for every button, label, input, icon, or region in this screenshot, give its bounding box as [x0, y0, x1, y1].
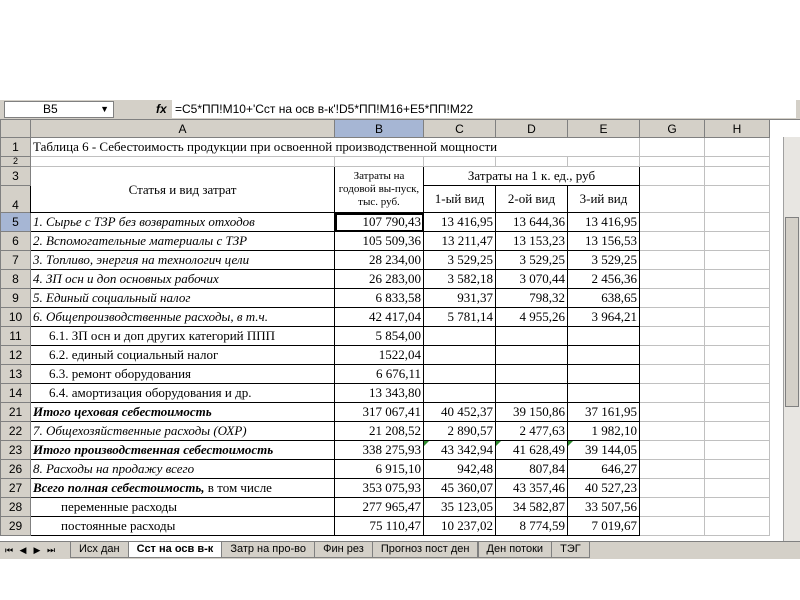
cell-label[interactable]: 2. Вспомогательные материалы с ТЗР: [31, 232, 335, 251]
cell[interactable]: 43 357,46: [496, 479, 568, 498]
cell[interactable]: [424, 384, 496, 403]
vertical-scrollbar[interactable]: [783, 137, 800, 558]
select-all-corner[interactable]: [1, 120, 31, 138]
row-header[interactable]: 7: [1, 251, 31, 270]
cell[interactable]: 45 360,07: [424, 479, 496, 498]
row-header[interactable]: 11: [1, 327, 31, 346]
row-header[interactable]: 1: [1, 138, 31, 157]
sheet-tab[interactable]: Затр на про-во: [221, 542, 315, 558]
cell[interactable]: [640, 157, 705, 167]
cell[interactable]: 42 417,04: [335, 308, 424, 327]
cell[interactable]: [568, 384, 640, 403]
cell[interactable]: 3 529,25: [496, 251, 568, 270]
cell[interactable]: 798,32: [496, 289, 568, 308]
cell[interactable]: 13 156,53: [568, 232, 640, 251]
name-box-value: B5: [43, 102, 58, 116]
cell[interactable]: 638,65: [568, 289, 640, 308]
first-sheet-icon[interactable]: ⏮: [4, 545, 14, 555]
cell[interactable]: 2 456,36: [568, 270, 640, 289]
table-row: [1, 384, 770, 403]
cell[interactable]: [705, 346, 770, 365]
cell[interactable]: [705, 460, 770, 479]
row-header[interactable]: 23: [1, 441, 31, 460]
tab-navigation: [2, 543, 68, 558]
table-row: [1, 498, 770, 517]
cell[interactable]: [640, 251, 705, 270]
cell[interactable]: 40 527,23: [568, 479, 640, 498]
row-header[interactable]: 26: [1, 460, 31, 479]
cell[interactable]: [640, 167, 705, 186]
cell[interactable]: 37 161,95: [568, 403, 640, 422]
cell[interactable]: [640, 346, 705, 365]
cell[interactable]: 13 343,80: [335, 384, 424, 403]
row-header[interactable]: 27: [1, 479, 31, 498]
header-article[interactable]: Статья и вид затрат: [31, 167, 335, 213]
cell[interactable]: 3 529,25: [568, 251, 640, 270]
row-header[interactable]: 5: [1, 213, 31, 232]
column-header-d[interactable]: D: [496, 120, 568, 138]
cell-label[interactable]: 5. Единый социальный налог: [31, 289, 335, 308]
name-box[interactable]: [4, 101, 114, 118]
row-header[interactable]: 28: [1, 498, 31, 517]
cell[interactable]: [640, 498, 705, 517]
cell[interactable]: [640, 422, 705, 441]
cell-label[interactable]: 6.3. ремонт оборудования: [31, 365, 335, 384]
cell-label[interactable]: 6. Общепроизводственные расходы, в т.ч.: [31, 308, 335, 327]
cell[interactable]: 807,84: [496, 460, 568, 479]
row-header[interactable]: 29: [1, 517, 31, 536]
cell-label[interactable]: 6.2. единый социальный налог: [31, 346, 335, 365]
cell[interactable]: 105 509,36: [335, 232, 424, 251]
cell[interactable]: 2 477,63: [496, 422, 568, 441]
prev-sheet-icon[interactable]: ◀: [19, 545, 27, 555]
row-header[interactable]: 6: [1, 232, 31, 251]
cell[interactable]: 10 237,02: [424, 517, 496, 536]
spreadsheet-window: [0, 100, 800, 558]
table-row: [1, 251, 770, 270]
cell-label[interactable]: 3. Топливо, энергия на технологич цели: [31, 251, 335, 270]
cell[interactable]: [705, 384, 770, 403]
cell[interactable]: 353 075,93: [335, 479, 424, 498]
cell-label[interactable]: 6.1. ЗП осн и доп других категорий ППП: [31, 327, 335, 346]
cell[interactable]: 8 774,59: [496, 517, 568, 536]
header-type-3[interactable]: 3-ий вид: [568, 186, 640, 213]
column-header-c[interactable]: C: [424, 120, 496, 138]
sheet-tab[interactable]: ТЭГ: [551, 542, 590, 558]
cell[interactable]: 13 153,23: [496, 232, 568, 251]
cell[interactable]: 75 110,47: [335, 517, 424, 536]
header-type-2[interactable]: 2-ой вид: [496, 186, 568, 213]
cell[interactable]: [496, 327, 568, 346]
cell[interactable]: [640, 365, 705, 384]
column-header-e[interactable]: E: [568, 120, 640, 138]
cell[interactable]: [424, 346, 496, 365]
cell[interactable]: [640, 441, 705, 460]
cell[interactable]: [640, 138, 705, 157]
cell[interactable]: 5 854,00: [335, 327, 424, 346]
cell-label[interactable]: 6.4. амортизация оборудования и др.: [31, 384, 335, 403]
row-header[interactable]: 2: [1, 157, 31, 167]
sheet-tab[interactable]: Ден потоки: [478, 542, 553, 558]
cell[interactable]: 6 915,10: [335, 460, 424, 479]
row-header[interactable]: 14: [1, 384, 31, 403]
cell[interactable]: [705, 479, 770, 498]
cell[interactable]: [640, 403, 705, 422]
cell[interactable]: 277 965,47: [335, 498, 424, 517]
chevron-down-icon[interactable]: ▼: [100, 104, 109, 114]
cell[interactable]: [496, 346, 568, 365]
row-header[interactable]: 4: [1, 186, 31, 213]
cell[interactable]: [640, 460, 705, 479]
cell[interactable]: 28 234,00: [335, 251, 424, 270]
cell[interactable]: 1522,04: [335, 346, 424, 365]
cell[interactable]: [705, 251, 770, 270]
header-unit-costs[interactable]: Затраты на 1 к. ед., руб: [424, 167, 640, 186]
cell[interactable]: 3 582,18: [424, 270, 496, 289]
cell[interactable]: 26 283,00: [335, 270, 424, 289]
cell[interactable]: [705, 365, 770, 384]
cell[interactable]: [705, 167, 770, 186]
sheet-tab[interactable]: Фин рез: [314, 542, 373, 558]
cell[interactable]: [705, 441, 770, 460]
cell[interactable]: [424, 365, 496, 384]
cell[interactable]: [424, 157, 496, 167]
header-type-1[interactable]: 1-ый вид: [424, 186, 496, 213]
table-title[interactable]: Таблица 6 - Себестоимость продукции при освоенной производственной мощности: [31, 138, 640, 157]
cell[interactable]: 317 067,41: [335, 403, 424, 422]
cell[interactable]: 2 890,57: [424, 422, 496, 441]
cell[interactable]: 13 211,47: [424, 232, 496, 251]
cell[interactable]: 13 416,95: [568, 213, 640, 232]
cell[interactable]: [640, 289, 705, 308]
cell[interactable]: [705, 327, 770, 346]
column-header-h[interactable]: H: [705, 120, 770, 138]
cell-label[interactable]: 8. Расходы на продажу всего: [31, 460, 335, 479]
cell[interactable]: [705, 213, 770, 232]
cell[interactable]: 13 644,36: [496, 213, 568, 232]
cell[interactable]: [424, 327, 496, 346]
cell-label[interactable]: 1. Сырье с ТЗР без возвратных отходов: [31, 213, 335, 232]
cell-with-error-indicator[interactable]: 41 628,49: [496, 441, 568, 460]
sheet-tab-bar: [0, 541, 800, 559]
table-row: [1, 441, 770, 460]
cell[interactable]: [335, 157, 424, 167]
table-row: [1, 213, 770, 232]
cell[interactable]: [568, 157, 640, 167]
cell[interactable]: 4 955,26: [496, 308, 568, 327]
cell[interactable]: [705, 186, 770, 213]
spreadsheet-grid: [0, 119, 770, 536]
column-header-b[interactable]: B: [335, 120, 424, 138]
table-row: [1, 365, 770, 384]
cell[interactable]: 338 275,93: [335, 441, 424, 460]
cell[interactable]: 21 208,52: [335, 422, 424, 441]
cell[interactable]: 3 070,44: [496, 270, 568, 289]
cell[interactable]: 5 781,14: [424, 308, 496, 327]
sheet-tab[interactable]: Прогноз пост ден: [372, 542, 479, 558]
cell[interactable]: 3 964,21: [568, 308, 640, 327]
cell[interactable]: [640, 232, 705, 251]
cell[interactable]: 40 452,37: [424, 403, 496, 422]
cell[interactable]: [640, 327, 705, 346]
cell-label-rest: в том числе: [204, 480, 272, 495]
sheet-tab-active[interactable]: Сст на осв в-к: [128, 542, 223, 558]
cell[interactable]: 1 982,10: [568, 422, 640, 441]
cell-label[interactable]: 7. Общехозяйственные расходы (ОХР): [31, 422, 335, 441]
cell[interactable]: [705, 270, 770, 289]
row-header[interactable]: 13: [1, 365, 31, 384]
row-header[interactable]: 8: [1, 270, 31, 289]
cell[interactable]: [705, 138, 770, 157]
cell[interactable]: 39 150,86: [496, 403, 568, 422]
formula-bar: [0, 100, 800, 120]
cell[interactable]: [568, 365, 640, 384]
cell[interactable]: [568, 346, 640, 365]
function-icon[interactable]: fx: [156, 102, 167, 116]
cell[interactable]: [705, 157, 770, 167]
cell-label[interactable]: [31, 479, 335, 498]
column-header-a[interactable]: A: [31, 120, 335, 138]
sheet-tabs: [70, 542, 586, 559]
cell-label[interactable]: Итого производственная себестоимость: [31, 441, 335, 460]
table-row: [1, 308, 770, 327]
cell[interactable]: 34 582,87: [496, 498, 568, 517]
scrollbar-thumb[interactable]: [785, 217, 799, 407]
table-row: [1, 403, 770, 422]
cell[interactable]: 33 507,56: [568, 498, 640, 517]
cell[interactable]: [705, 308, 770, 327]
table-row: [1, 270, 770, 289]
table-row: [1, 232, 770, 251]
row-header[interactable]: 12: [1, 346, 31, 365]
last-sheet-icon[interactable]: ⏭: [46, 545, 56, 555]
column-header-g[interactable]: G: [640, 120, 705, 138]
cell[interactable]: [705, 422, 770, 441]
active-cell[interactable]: 107 790,43: [335, 213, 424, 232]
cell[interactable]: [640, 270, 705, 289]
cell[interactable]: 942,48: [424, 460, 496, 479]
row-header[interactable]: 21: [1, 403, 31, 422]
table-row: [1, 460, 770, 479]
header-annual-costs[interactable]: Затраты на годовой вы-пуск, тыс. руб.: [335, 167, 424, 213]
cell[interactable]: [496, 384, 568, 403]
cell[interactable]: [705, 232, 770, 251]
table-row: [1, 517, 770, 536]
cell[interactable]: 931,37: [424, 289, 496, 308]
row-header[interactable]: 10: [1, 308, 31, 327]
cell[interactable]: [705, 517, 770, 536]
sheet-tab[interactable]: Исх дан: [70, 542, 129, 558]
table-row: [1, 422, 770, 441]
cell-label[interactable]: переменные расходы: [31, 498, 335, 517]
cell[interactable]: [705, 403, 770, 422]
formula-input[interactable]: =C5*ПП!M10+'Сст на осв в-к'!D5*ПП!M16+E5*ПП!M22: [172, 100, 796, 118]
cell[interactable]: [640, 479, 705, 498]
cell[interactable]: 35 123,05: [424, 498, 496, 517]
cell[interactable]: 3 529,25: [424, 251, 496, 270]
cell[interactable]: [705, 289, 770, 308]
next-sheet-icon[interactable]: ▶: [33, 545, 41, 555]
cell[interactable]: 6 833,58: [335, 289, 424, 308]
cell[interactable]: [568, 327, 640, 346]
cell[interactable]: 646,27: [568, 460, 640, 479]
cell[interactable]: [640, 213, 705, 232]
table-row: [1, 346, 770, 365]
cell[interactable]: 13 416,95: [424, 213, 496, 232]
cell[interactable]: [640, 384, 705, 403]
cell[interactable]: [640, 186, 705, 213]
cell-label-bold: Всего полная себестоимость,: [33, 480, 205, 495]
cell[interactable]: [705, 498, 770, 517]
cell[interactable]: [496, 365, 568, 384]
cell[interactable]: [496, 157, 568, 167]
row-header[interactable]: 9: [1, 289, 31, 308]
cell[interactable]: 7 019,67: [568, 517, 640, 536]
cell[interactable]: 6 676,11: [335, 365, 424, 384]
cell[interactable]: [31, 157, 335, 167]
table-row: [1, 289, 770, 308]
table-row: [1, 327, 770, 346]
cell-with-error-indicator[interactable]: 39 144,05: [568, 441, 640, 460]
cell-with-error-indicator[interactable]: 43 342,94: [424, 441, 496, 460]
cell-label[interactable]: постоянные расходы: [31, 517, 335, 536]
table-row: [1, 479, 770, 498]
cell[interactable]: [640, 308, 705, 327]
cell[interactable]: [640, 517, 705, 536]
cell-label[interactable]: Итого цеховая себестоимость: [31, 403, 335, 422]
row-header[interactable]: 22: [1, 422, 31, 441]
cell-label[interactable]: 4. ЗП осн и доп основных рабочих: [31, 270, 335, 289]
row-header[interactable]: 3: [1, 167, 31, 186]
